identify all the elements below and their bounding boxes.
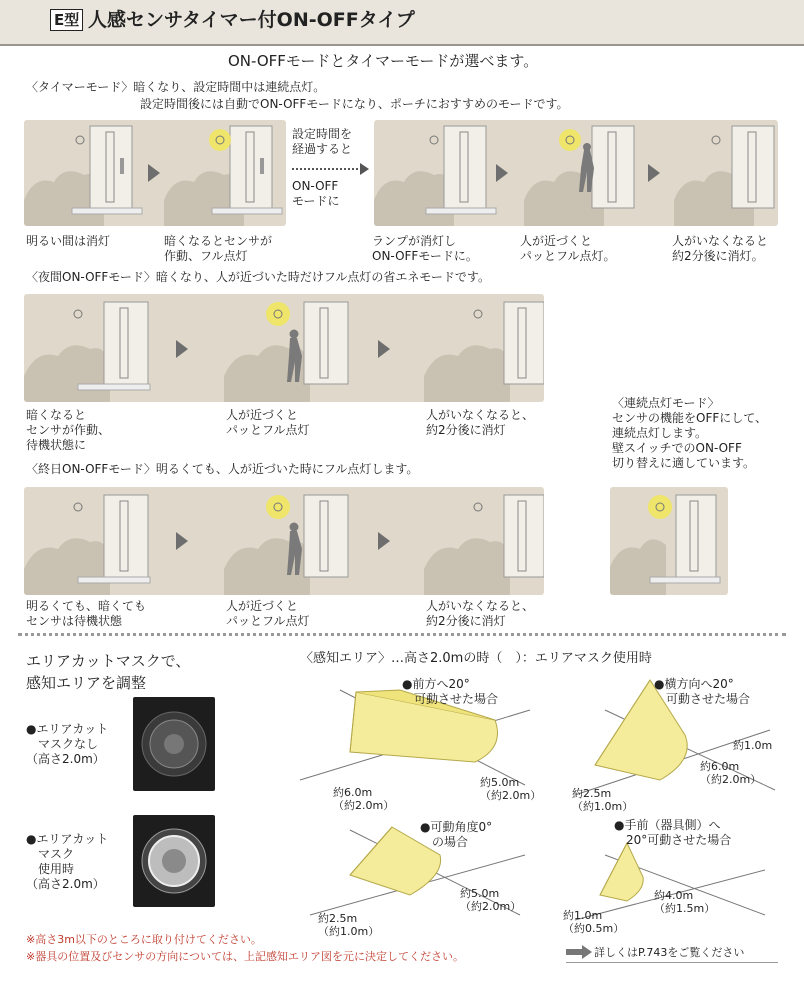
allday-caption-1: 明るくても、暗くても センサは待機状態	[26, 599, 147, 628]
area-d3-a: 約5.0m （約2.0m）	[460, 887, 522, 913]
page-title: 人感センサタイマー付ON-OFFタイプ	[88, 9, 415, 31]
arrow-icon	[360, 163, 369, 175]
timer-heading-2: 設定時間後には自動でON-OFFモードになり、ポーチにおすすめのモードです。	[140, 97, 569, 111]
mask-item-2: ●エリアカット マスク 使用時 （高さ2.0m）	[26, 832, 109, 891]
note-1: ※高さ3m以下のところに取り付けてください。	[26, 933, 262, 946]
area-d1-b: 約6.0m （約2.0m）	[333, 786, 395, 812]
area-d4-b: 約1.0m （約0.5m）	[563, 909, 625, 935]
allday-scene	[24, 487, 544, 595]
dotted-arrow-line	[292, 168, 362, 170]
area-d4-label: ●手前（器具側）へ 20°可動させた場合	[614, 818, 732, 847]
area-d2-c: 約2.5m （約1.0m）	[572, 787, 634, 813]
ref-underline	[566, 962, 778, 963]
arrow-icon	[176, 532, 188, 550]
arrow-icon	[496, 164, 508, 182]
arrow-icon	[378, 340, 390, 358]
continuous-text: 〈連続点灯モード〉 センサの機能をOFFにして、 連続点灯します。 壁スイッチでのON-OFF 切り替えに適しています。	[612, 396, 768, 470]
arrow-icon	[176, 340, 188, 358]
night-scene-art	[24, 294, 544, 402]
sensor-photo-no-mask	[133, 697, 215, 791]
timer-mid-2: ON-OFF モードに	[292, 179, 340, 208]
subtitle: ON-OFFモードとタイマーモードが選べます。	[228, 52, 539, 70]
night-caption-1: 暗くなると センサが作動、 待機状態に	[26, 408, 111, 452]
note-2: ※器具の位置及びセンサの方向については、上記感知エリア図を元に決定してください。	[26, 950, 464, 963]
continuous-scene-art	[610, 487, 728, 595]
allday-scene-art	[24, 487, 544, 595]
sensor-photo-with-mask	[133, 815, 215, 907]
right-arrow-icon	[566, 945, 592, 959]
mask-heading: エリアカットマスクで、 感知エリアを調整	[26, 652, 191, 692]
area-d4-a: 約4.0m （約1.5m）	[654, 889, 716, 915]
timer-scene-right-art	[374, 120, 778, 226]
timer-caption-4: 人が近づくと パッとフル点灯。	[520, 234, 616, 263]
timer-mid-1: 設定時間を 経過すると	[292, 127, 353, 156]
timer-caption-3: ランプが消灯し ON-OFFモードに。	[372, 234, 478, 263]
area-d3-label: ●可動角度0° の場合	[420, 820, 493, 849]
arrow-icon	[378, 532, 390, 550]
page-reference-link[interactable]: 詳しくはP.743をご覧ください	[594, 946, 745, 959]
timer-heading: 〈タイマーモード〉暗くなり、設定時間中は連続点灯。	[26, 80, 326, 94]
type-badge: E型	[50, 9, 83, 31]
timer-caption-5: 人がいなくなると 約2分後に消灯。	[672, 234, 769, 263]
timer-caption-2: 暗くなるとセンサが 作動、フル点灯	[164, 234, 273, 263]
area-d2-label: ●横方向へ20° 可動させた場合	[654, 677, 751, 706]
allday-heading: 〈終日ON-OFFモード〉明るくても、人が近づいた時にフル点灯します。	[26, 462, 419, 476]
area-d2-b: 約6.0m （約2.0m）	[700, 760, 762, 786]
allday-caption-3: 人がいなくなると、 約2分後に消灯	[426, 599, 535, 628]
allday-caption-2: 人が近づくと パッとフル点灯	[226, 599, 310, 628]
night-scene	[24, 294, 544, 402]
area-heading: 〈感知エリア〉…高さ2.0mの時（ ）：エリアマスク使用時	[300, 651, 652, 666]
timer-caption-1: 明るい間は消灯	[26, 234, 111, 248]
sensor-with-mask-icon	[133, 815, 215, 907]
area-d1-label: ●前方へ20° 可動させた場合	[402, 677, 499, 706]
sensor-no-mask-icon	[133, 697, 215, 791]
continuous-scene	[610, 487, 728, 595]
area-d1-a: 約5.0m （約2.0m）	[480, 776, 542, 802]
arrow-icon	[148, 164, 160, 182]
section-divider	[18, 633, 786, 636]
arrow-icon	[648, 164, 660, 182]
area-d2-a: 約1.0m	[733, 739, 773, 752]
area-d3-b: 約2.5m （約1.0m）	[318, 912, 380, 938]
mask-item-1: ●エリアカット マスクなし （高さ2.0m）	[26, 722, 109, 766]
night-caption-3: 人がいなくなると、 約2分後に消灯	[426, 408, 535, 437]
night-heading: 〈夜間ON-OFFモード〉暗くなり、人が近づいた時だけフル点灯の省エネモードです。	[26, 270, 490, 284]
night-caption-2: 人が近づくと パッとフル点灯	[226, 408, 310, 437]
timer-scene-right	[374, 120, 778, 226]
